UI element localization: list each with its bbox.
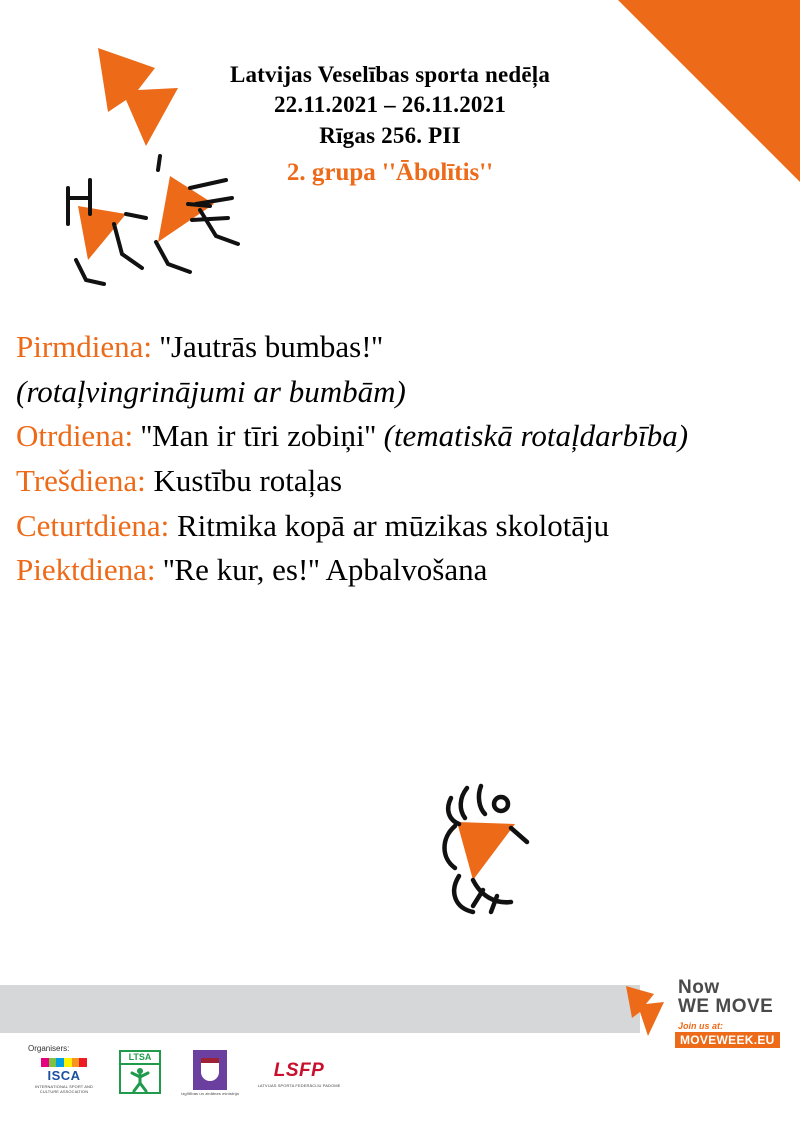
schedule-item (16, 504, 756, 549)
schedule-list (16, 325, 756, 593)
nwm-line-1: Now (678, 977, 720, 998)
lsfp-caption: LATVIJAS SPORTA FEDERĀCIJU PADOME (257, 1083, 341, 1088)
schedule-item (16, 325, 756, 370)
schedule-item (16, 414, 756, 459)
schedule-day-label: Piektdiena: (16, 552, 164, 588)
isca-caption: INTERNATIONAL SPORT AND CULTURE ASSOCIATION (35, 1084, 93, 1094)
ministry-crest-icon (193, 1050, 227, 1090)
lsfp-wordmark: LSFP (273, 1060, 325, 1081)
schedule-day-label: Pirmdiena: (16, 329, 160, 364)
isca-logo (28, 1058, 100, 1094)
schedule-day-label: Trešdiena: (16, 462, 154, 498)
poster-header (0, 0, 800, 300)
schedule-activity: Ritmika kopā ar mūzikas skolotāju (176, 507, 610, 543)
schedule-item (16, 548, 756, 593)
organisers-strip (28, 1040, 348, 1110)
header-title-block (175, 60, 605, 190)
ltsa-frame (119, 1050, 161, 1094)
ministry-caption: Izglītības un zinātnes ministrija (181, 1091, 239, 1096)
nwm-arrow-icon (620, 980, 676, 1042)
title-line-3: Rīgas 256. PII (319, 122, 461, 148)
ministry-logo (178, 1050, 242, 1096)
schedule-activity: ''Re kur, es!'' Apbalvošana (163, 552, 488, 588)
organisers-label: Organisers: (28, 1044, 70, 1053)
running-figure-icon (415, 780, 555, 930)
isca-color-bars (41, 1058, 87, 1067)
footer-grey-band (0, 985, 640, 1033)
lsfp-logo (256, 1060, 342, 1088)
schedule-day-label: Otrdiena: (16, 418, 141, 454)
nwm-wordmark (678, 978, 773, 1016)
schedule-note: (tematiskā rotaļdarbība) (383, 418, 689, 454)
title-line-1: Latvijas Veselības sporta nedēļa (229, 62, 551, 87)
ltsa-logo (116, 1050, 164, 1094)
now-we-move-logo (620, 978, 790, 1053)
schedule-note: (rotaļvingrinājumi ar bumbām) (16, 373, 406, 409)
nwm-line-2: WE MOVE (678, 996, 774, 1017)
schedule-item (16, 459, 756, 504)
ltsa-wordmark: LTSA (121, 1052, 159, 1065)
schedule-activity: ''Jautrās bumbas!'' (159, 329, 383, 364)
schedule-activity: ''Man ir tīri zobiņi'' (140, 418, 384, 454)
schedule-activity: Kustību rotaļas (153, 462, 343, 498)
moveweek-url[interactable]: MOVEWEEK.EU (675, 1032, 780, 1048)
join-us-text: Join us at: (678, 1021, 724, 1031)
ltsa-figure-icon (121, 1065, 159, 1093)
group-name: 2. grupa ''Ābolītis'' (286, 159, 494, 187)
schedule-day-label: Ceturtdiena: (16, 507, 177, 543)
isca-wordmark: ISCA (47, 1068, 81, 1083)
title-line-2: 22.11.2021 – 26.11.2021 (273, 92, 507, 118)
